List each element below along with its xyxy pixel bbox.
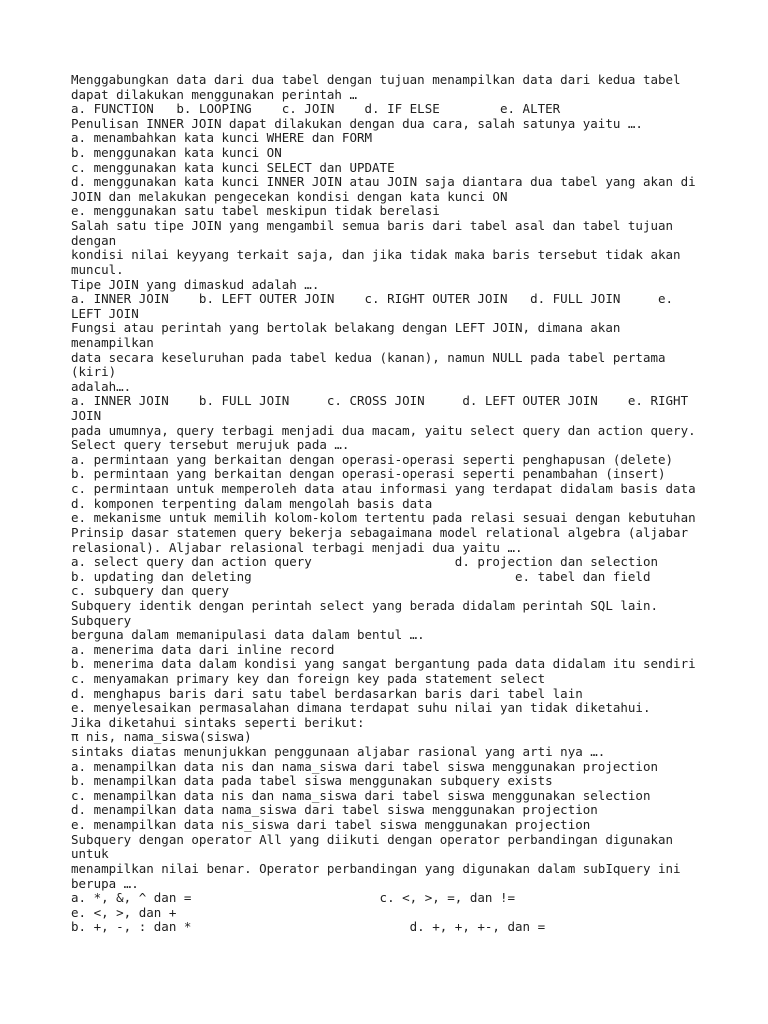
answer-option-line: a. permintaan yang berkaitan dengan operasi-operasi seperti penghapusan (delete) — [71, 451, 674, 467]
question-stem-line: Menggabungkan data dari dua tabel dengan tujuan menampilkan data dari kedua tabel — [71, 72, 681, 87]
answer-options-line: b. updating dan deleting e. tabel dan field — [71, 568, 651, 584]
document-body — [71, 73, 761, 935]
answer-options-line: a. INNER JOIN b. LEFT OUTER JOIN c. RIGHT OUTER JOIN d. FULL JOIN e. — [71, 291, 674, 307]
question-stem-line: dengan — [71, 232, 117, 248]
answer-option-line: b. menampilkan data pada tabel siswa menggunakan subquery exists — [71, 773, 553, 789]
answer-options-line: LEFT JOIN — [71, 305, 139, 321]
question-stem-line: Fungsi atau perintah yang bertolak belakang dengan LEFT JOIN, dimana akan — [71, 320, 621, 336]
question-stem-line: dapat dilakukan menggunakan perintah … — [71, 86, 357, 102]
question-stem-line: berupa …. — [71, 875, 139, 891]
answer-option-line: d. menghapus baris dari satu tabel berdasarkan baris dari tabel lain — [71, 685, 583, 701]
question-4 — [71, 321, 761, 423]
answer-option-line: c. menampilkan data nis dan nama_siswa dari tabel siswa menggunakan selection — [71, 787, 651, 803]
question-stem-line: menampilkan — [71, 334, 154, 350]
question-stem-line: untuk — [71, 846, 109, 862]
answer-option-line: e. menampilkan data nis_siswa dari tabel siswa menggunakan projection — [71, 817, 591, 833]
question-stem-line: muncul. — [71, 261, 124, 277]
question-stem-line: Subquery identik dengan perintah select yang berada didalam perintah SQL lain. — [71, 597, 658, 613]
answer-options-line: a. select query dan action query d. projection dan selection — [71, 554, 658, 570]
question-stem-line: Subquery dengan operator All yang diikuti dengan operator perbandingan digunakan — [71, 831, 674, 847]
answer-options-line: a. INNER JOIN b. FULL JOIN c. CROSS JOIN d. LEFT OUTER JOIN e. RIGHT — [71, 393, 689, 409]
answer-option-line: d. menampilkan data nama_siswa dari tabel siswa menggunakan projection — [71, 802, 598, 818]
question-stem-line: berguna dalam memanipulasi data dalam bentul …. — [71, 627, 425, 643]
question-stem-line: (kiri) — [71, 364, 117, 380]
answer-option-line: e. menggunakan satu tabel meskipun tidak berelasi — [71, 203, 440, 219]
question-stem-line: kondisi nilai keyyang terkait saja, dan jika tidak maka baris tersebut tidak akan — [71, 247, 681, 263]
question-stem-line: Salah satu tipe JOIN yang mengambil semua baris dari tabel asal dan tabel tujuan — [71, 218, 674, 234]
answer-options-line: b. +, -, : dan * d. +, +, +-, dan = — [71, 919, 546, 935]
question-stem-line: adalah…. — [71, 378, 132, 394]
answer-option-line: a. menambahkan kata kunci WHERE dan FORM — [71, 130, 373, 146]
answer-option-line: a. menampilkan data nis dan nama_siswa dari tabel siswa menggunakan projection — [71, 758, 658, 774]
answer-options-line: a. FUNCTION b. LOOPING c. JOIN d. IF ELSE e. ALTER — [71, 101, 561, 117]
question-9 — [71, 833, 761, 935]
question-2 — [71, 117, 761, 219]
question-stem-line: Tipe JOIN yang dimaskud adalah …. — [71, 276, 320, 292]
question-stem-line: sintaks diatas menunjukkan penggunaan aljabar rasional yang arti nya …. — [71, 744, 606, 760]
answer-option-line: e. menyelesaikan permasalahan dimana terdapat suhu nilai yan tidak diketahui. — [71, 700, 651, 716]
question-stem-line: relasional). Aljabar relasional terbagi menjadi dua yaitu …. — [71, 539, 523, 555]
answer-option-line: b. menerima data dalam kondisi yang sangat bergantung pada data didalam itu sendiri — [71, 656, 696, 672]
question-stem-line: data secara keseluruhan pada tabel kedua (kanan), namun NULL pada tabel pertama — [71, 349, 666, 365]
answer-option-line: c. menyamakan primary key dan foreign key pada statement select — [71, 670, 546, 686]
answer-option-line: JOIN dan melakukan pengecekan kondisi dengan kata kunci ON — [71, 188, 508, 204]
answer-options-line: JOIN — [71, 408, 102, 424]
answer-option-line: d. menggunakan kata kunci INNER JOIN atau JOIN saja diantara dua tabel yang akan di — [71, 174, 696, 190]
answer-option-line: d. komponen terpenting dalam mengolah basis data — [71, 495, 433, 511]
question-5 — [71, 424, 761, 526]
question-stem-line: Jika diketahui sintaks seperti berikut: — [71, 714, 365, 730]
answer-option-line: c. permintaan untuk memperoleh data atau informasi yang terdapat didalam basis data — [71, 481, 696, 497]
answer-option-line: c. subquery dan query — [71, 583, 230, 599]
question-stem-line: Select query tersebut merujuk pada …. — [71, 437, 350, 453]
question-stem-line: menampilkan nilai benar. Operator perbandingan yang digunakan dalam subIquery ini — [71, 860, 681, 876]
code-expression-line: π nis, nama_siswa(siswa) — [71, 729, 252, 745]
answer-option-line: b. permintaan yang berkaitan dengan operasi-operasi seperti penambahan (insert) — [71, 466, 666, 482]
answer-option-line: a. menerima data dari inline record — [71, 641, 335, 657]
question-stem-line: Prinsip dasar statemen query bekerja sebagaimana model relational algebra (aljabar — [71, 524, 689, 540]
question-8 — [71, 716, 761, 833]
question-1 — [71, 73, 761, 117]
question-stem-line: Penulisan INNER JOIN dapat dilakukan dengan dua cara, salah satunya yaitu …. — [71, 115, 643, 131]
question-7 — [71, 599, 761, 716]
question-stem-line: pada umumnya, query terbagi menjadi dua macam, yaitu select query dan action query. — [71, 422, 696, 438]
question-6 — [71, 526, 761, 599]
question-stem-line: Subquery — [71, 612, 132, 628]
answer-option-line: e. mekanisme untuk memilih kolom-kolom tertentu pada relasi sesuai dengan kebutuhan — [71, 510, 696, 526]
answer-option-line: c. menggunakan kata kunci SELECT dan UPDATE — [71, 159, 395, 175]
answer-options-line: a. *, &, ^ dan = c. <, >, =, dan != — [71, 890, 516, 906]
answer-option-line: e. <, >, dan + — [71, 904, 177, 920]
answer-option-line: b. menggunakan kata kunci ON — [71, 145, 282, 161]
question-3 — [71, 219, 761, 321]
